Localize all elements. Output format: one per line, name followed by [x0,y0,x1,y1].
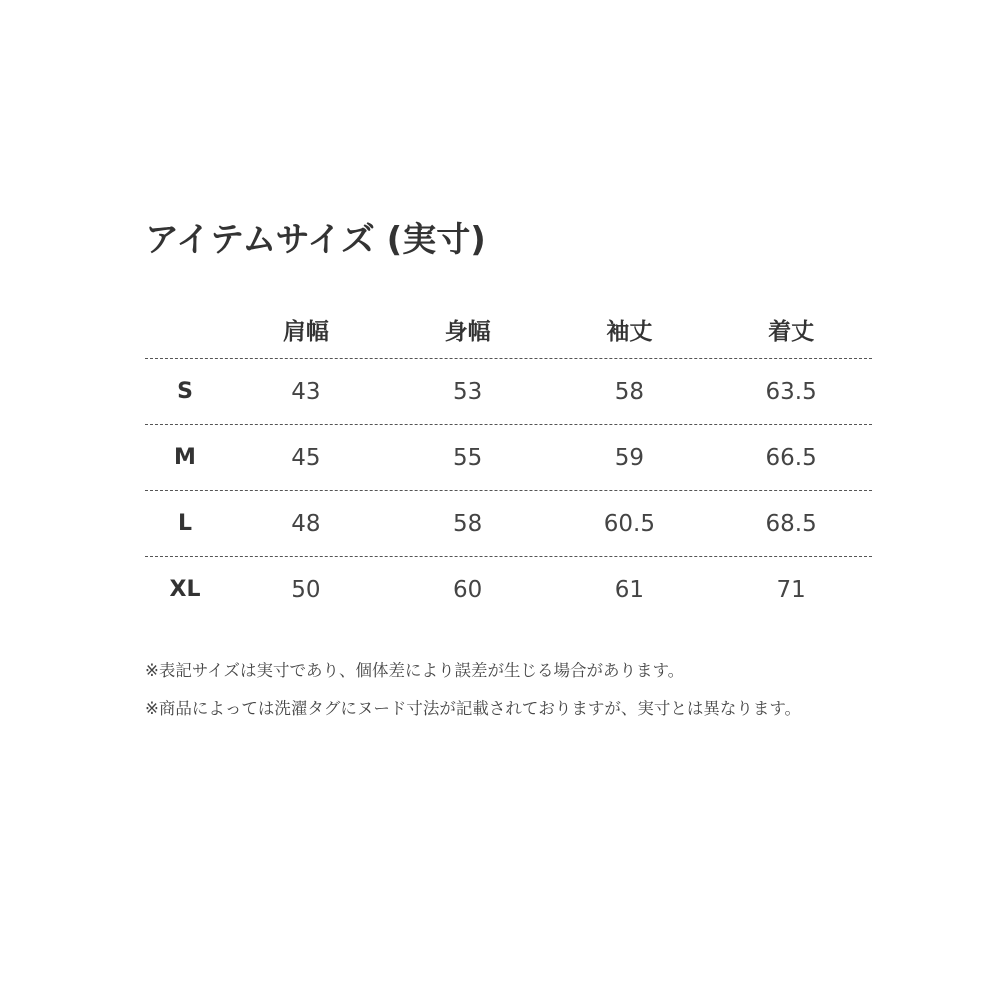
size-label: S [177,379,193,404]
size-label: XL [169,577,201,602]
table-cell: 68.5 [765,510,817,537]
table-cell: 63.5 [765,378,817,405]
note-measurement-variance: ※表記サイズは実寸であり、個体差により誤差が生じる場合があります。 [145,661,685,680]
page-title: アイテムサイズ (実寸) [145,220,486,260]
table-cell: 58 [452,510,483,537]
table-cell: 61 [614,576,645,603]
notes [145,652,875,728]
table-row [145,491,872,557]
table-row [145,557,872,622]
table-row [145,359,872,425]
table-cell: 71 [776,576,806,603]
table-cell: 55 [452,444,483,471]
table-row [145,425,872,491]
table-cell: 43 [291,378,321,405]
table-cell: 66.5 [765,444,817,471]
table-cell: 53 [452,378,483,405]
table-cell: 50 [291,576,321,603]
size-table [145,300,872,622]
table-cell: 58 [614,378,645,405]
note-laundry-tag: ※商品によっては洗濯タグにヌード寸法が記載されておりますが、実寸とは異なります。 [145,699,802,718]
table-header-row [145,300,872,359]
header-shoulder-width: 肩幅 [282,318,329,345]
table-cell: 60 [452,576,483,603]
table-cell: 48 [291,510,321,537]
table-cell: 59 [614,444,645,471]
header-sleeve-length: 袖丈 [606,318,653,345]
header-body-width: 身幅 [444,318,491,345]
size-label: M [174,445,196,470]
table-cell: 45 [291,444,321,471]
table-cell: 60.5 [603,510,655,537]
header-total-length: 着丈 [768,318,815,345]
size-label: L [177,511,193,536]
